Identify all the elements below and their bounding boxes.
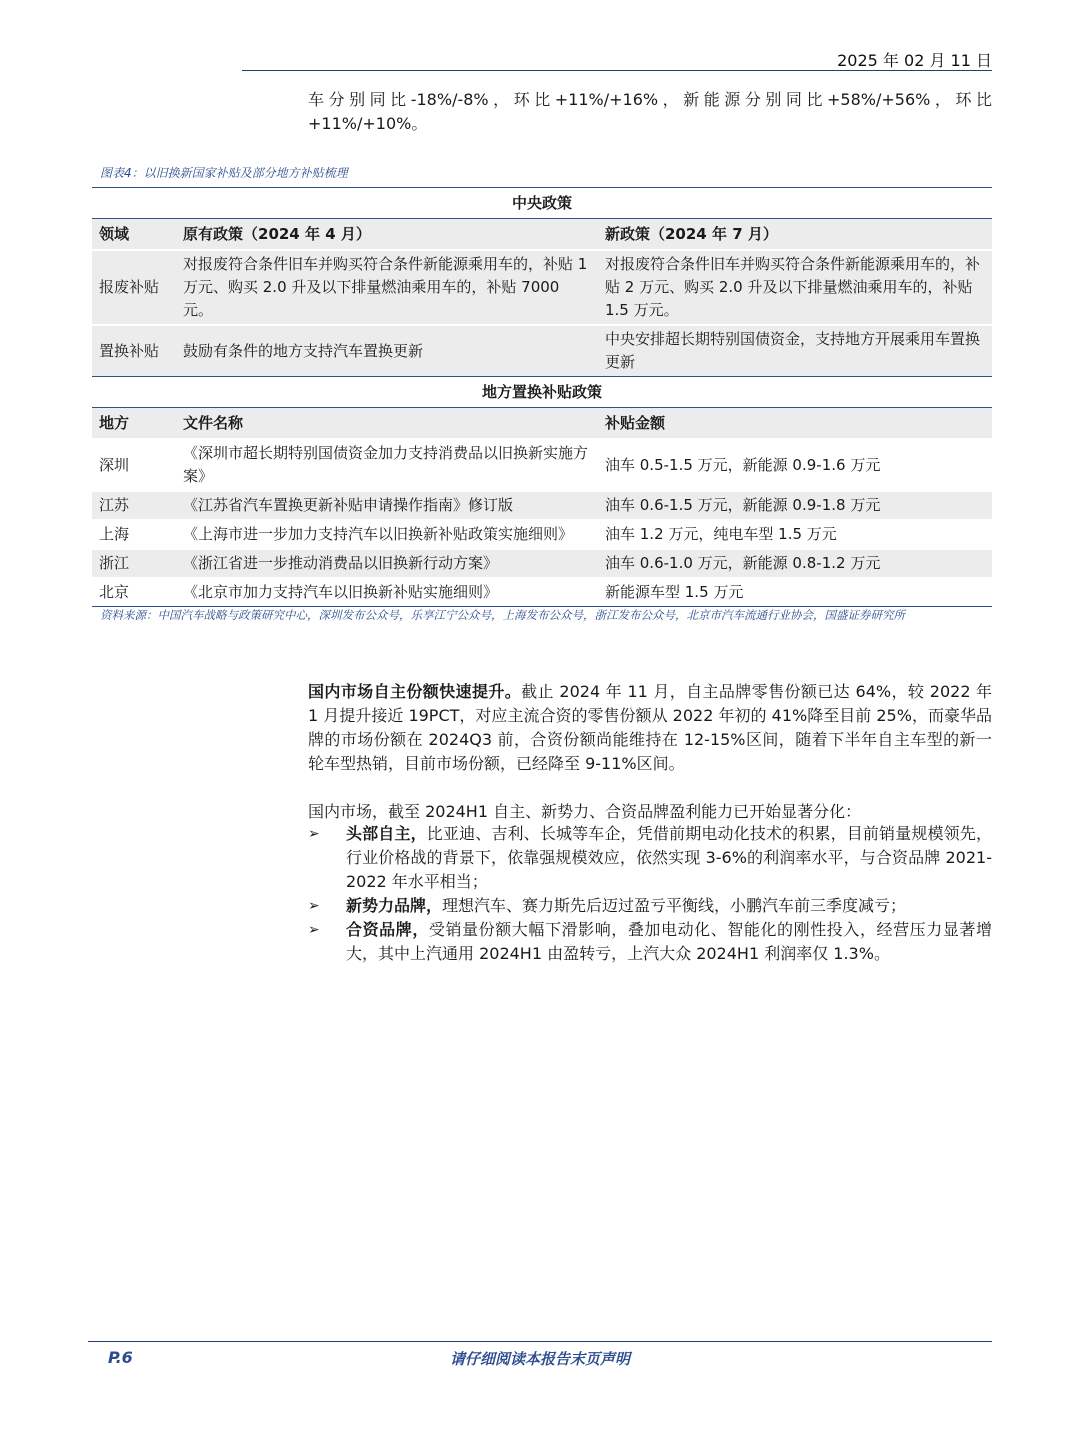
arrow-bullet-icon: ➢ [308, 922, 320, 938]
column-header: 补贴金额 [598, 408, 992, 440]
table-row [92, 549, 992, 578]
table-row [92, 578, 992, 607]
table-cell: 浙江 [92, 549, 176, 578]
column-header: 领域 [92, 219, 176, 251]
bullet-text: 理想汽车、赛力斯先后迈过盈亏平衡线，小鹏汽车前三季度减亏； [442, 896, 907, 915]
header-divider [242, 70, 992, 71]
table-cell: 报废补贴 [92, 250, 176, 325]
table-cell: 油车 1.2 万元，纯电车型 1.5 万元 [598, 520, 992, 549]
table-cell: 新能源车型 1.5 万元 [598, 578, 992, 607]
table-cell: 《江苏省汽车置换更新补贴申请操作指南》修订版 [176, 491, 598, 520]
local-column-headers [92, 408, 992, 440]
bullet-text: 受销量份额大幅下滑影响，叠加电动化、智能化的刚性投入，经营压力显著增大，其中上汽通用 2024H1 由盈转亏，上汽大众 2024H1 利润率仅 1.3%。 [346, 920, 992, 963]
table-cell: 江苏 [92, 491, 176, 520]
table-cell: 深圳 [92, 439, 176, 491]
report-date: 2025 年 02 月 11 日 [837, 51, 992, 70]
column-header: 地方 [92, 408, 176, 440]
bullet-text: 比亚迪、吉利、长城等车企，凭借前期电动化技术的积累，目前销量规模领先，行业价格战的背景下，依靠强规模效应，依然实现 3-6%的利润率水平，与合资品牌 2021-2022 年水平相当； [346, 824, 992, 891]
paragraph-lead: 国内市场自主份额快速提升。 [308, 682, 522, 701]
table-cell: 《深圳市超长期特别国债资金加力支持消费品以旧换新实施方案》 [176, 439, 598, 491]
table-cell: 油车 0.5-1.5 万元，新能源 0.9-1.6 万元 [598, 439, 992, 491]
bullet-lead: 新势力品牌， [346, 896, 443, 915]
column-header: 新政策（2024 年 7 月） [598, 219, 992, 251]
footer-divider [88, 1341, 992, 1342]
table-cell: 鼓励有条件的地方支持汽车置换更新 [176, 325, 598, 377]
central-section-header [92, 188, 992, 219]
footer-disclaimer: 请仔细阅读本报告末页声明 [449, 1350, 630, 1368]
table-cell: 置换补贴 [92, 325, 176, 377]
table-cell: 上海 [92, 520, 176, 549]
paragraph-domestic-share [308, 680, 992, 776]
local-section-title: 地方置换补贴政策 [92, 377, 992, 408]
table-caption: 图表4：以旧换新国家补贴及部分地方补贴梳理 [100, 166, 348, 180]
table-cell: 对报废符合条件旧车并购买符合条件新能源乘用车的，补贴 2 万元、购买 2.0 升及以下排量燃油乘用车的，补贴 1.5 万元。 [598, 250, 992, 325]
list-item [308, 822, 992, 894]
table-row [92, 250, 992, 325]
table-cell: 中央安排超长期特别国债资金，支持地方开展乘用车置换更新 [598, 325, 992, 377]
column-header: 文件名称 [176, 408, 598, 440]
page-number: P.6 [108, 1348, 133, 1367]
table-row [92, 439, 992, 491]
profitability-bullet-list [308, 822, 992, 966]
column-header: 原有政策（2024 年 4 月） [176, 219, 598, 251]
list-item [308, 918, 992, 966]
subsidy-table [92, 187, 992, 607]
table-row [92, 520, 992, 549]
table-source-note: 资料来源：中国汽车战略与政策研究中心，深圳发布公众号，乐享江宁公众号，上海发布公众号，浙江发布公众号，北京市汽车流通行业协会，国盛证券研究所 [100, 608, 905, 622]
table-cell: 《上海市进一步加力支持汽车以旧换新补贴政策实施细则》 [176, 520, 598, 549]
arrow-bullet-icon: ➢ [308, 898, 320, 914]
paragraph-body: 截止 2024 年 11 月，自主品牌零售份额已达 64%，较 2022 年 1 月提升接近 19PCT，对应主流合资的零售份额从 2022 年初的 41%降至目前 25%，而豪华品牌的市场份额在 2024Q3 前，合资份额尚能维持在 12-15%区间，随着下半年自主车型的新一轮车型热销，目前市场份额，已经降至 9-11%区间。 [308, 682, 992, 773]
table-cell: 《北京市加力支持汽车以旧换新补贴实施细则》 [176, 578, 598, 607]
table-row [92, 491, 992, 520]
list-item [308, 894, 992, 918]
central-column-headers [92, 219, 992, 251]
table-cell: 《浙江省进一步推动消费品以旧换新行动方案》 [176, 549, 598, 578]
intro-text: 车分别同比-18%/-8%，环比+11%/+16%，新能源分别同比+58%/+56%，环比+11%/+10%。 [308, 90, 992, 133]
table-cell: 北京 [92, 578, 176, 607]
bullet-lead: 头部自主， [346, 824, 427, 843]
table-cell: 油车 0.6-1.0 万元，新能源 0.8-1.2 万元 [598, 549, 992, 578]
paragraph-profitability: 国内市场，截至 2024H1 自主、新势力、合资品牌盈利能力已开始显著分化： [308, 802, 862, 821]
table-row [92, 325, 992, 377]
table-cell: 油车 0.6-1.5 万元，新能源 0.9-1.8 万元 [598, 491, 992, 520]
table-cell: 对报废符合条件旧车并购买符合条件新能源乘用车的，补贴 1 万元、购买 2.0 升及以下排量燃油乘用车的，补贴 7000 元。 [176, 250, 598, 325]
local-section-header [92, 377, 992, 408]
arrow-bullet-icon: ➢ [308, 826, 320, 842]
central-section-title: 中央政策 [92, 188, 992, 219]
bullet-lead: 合资品牌， [346, 920, 429, 939]
